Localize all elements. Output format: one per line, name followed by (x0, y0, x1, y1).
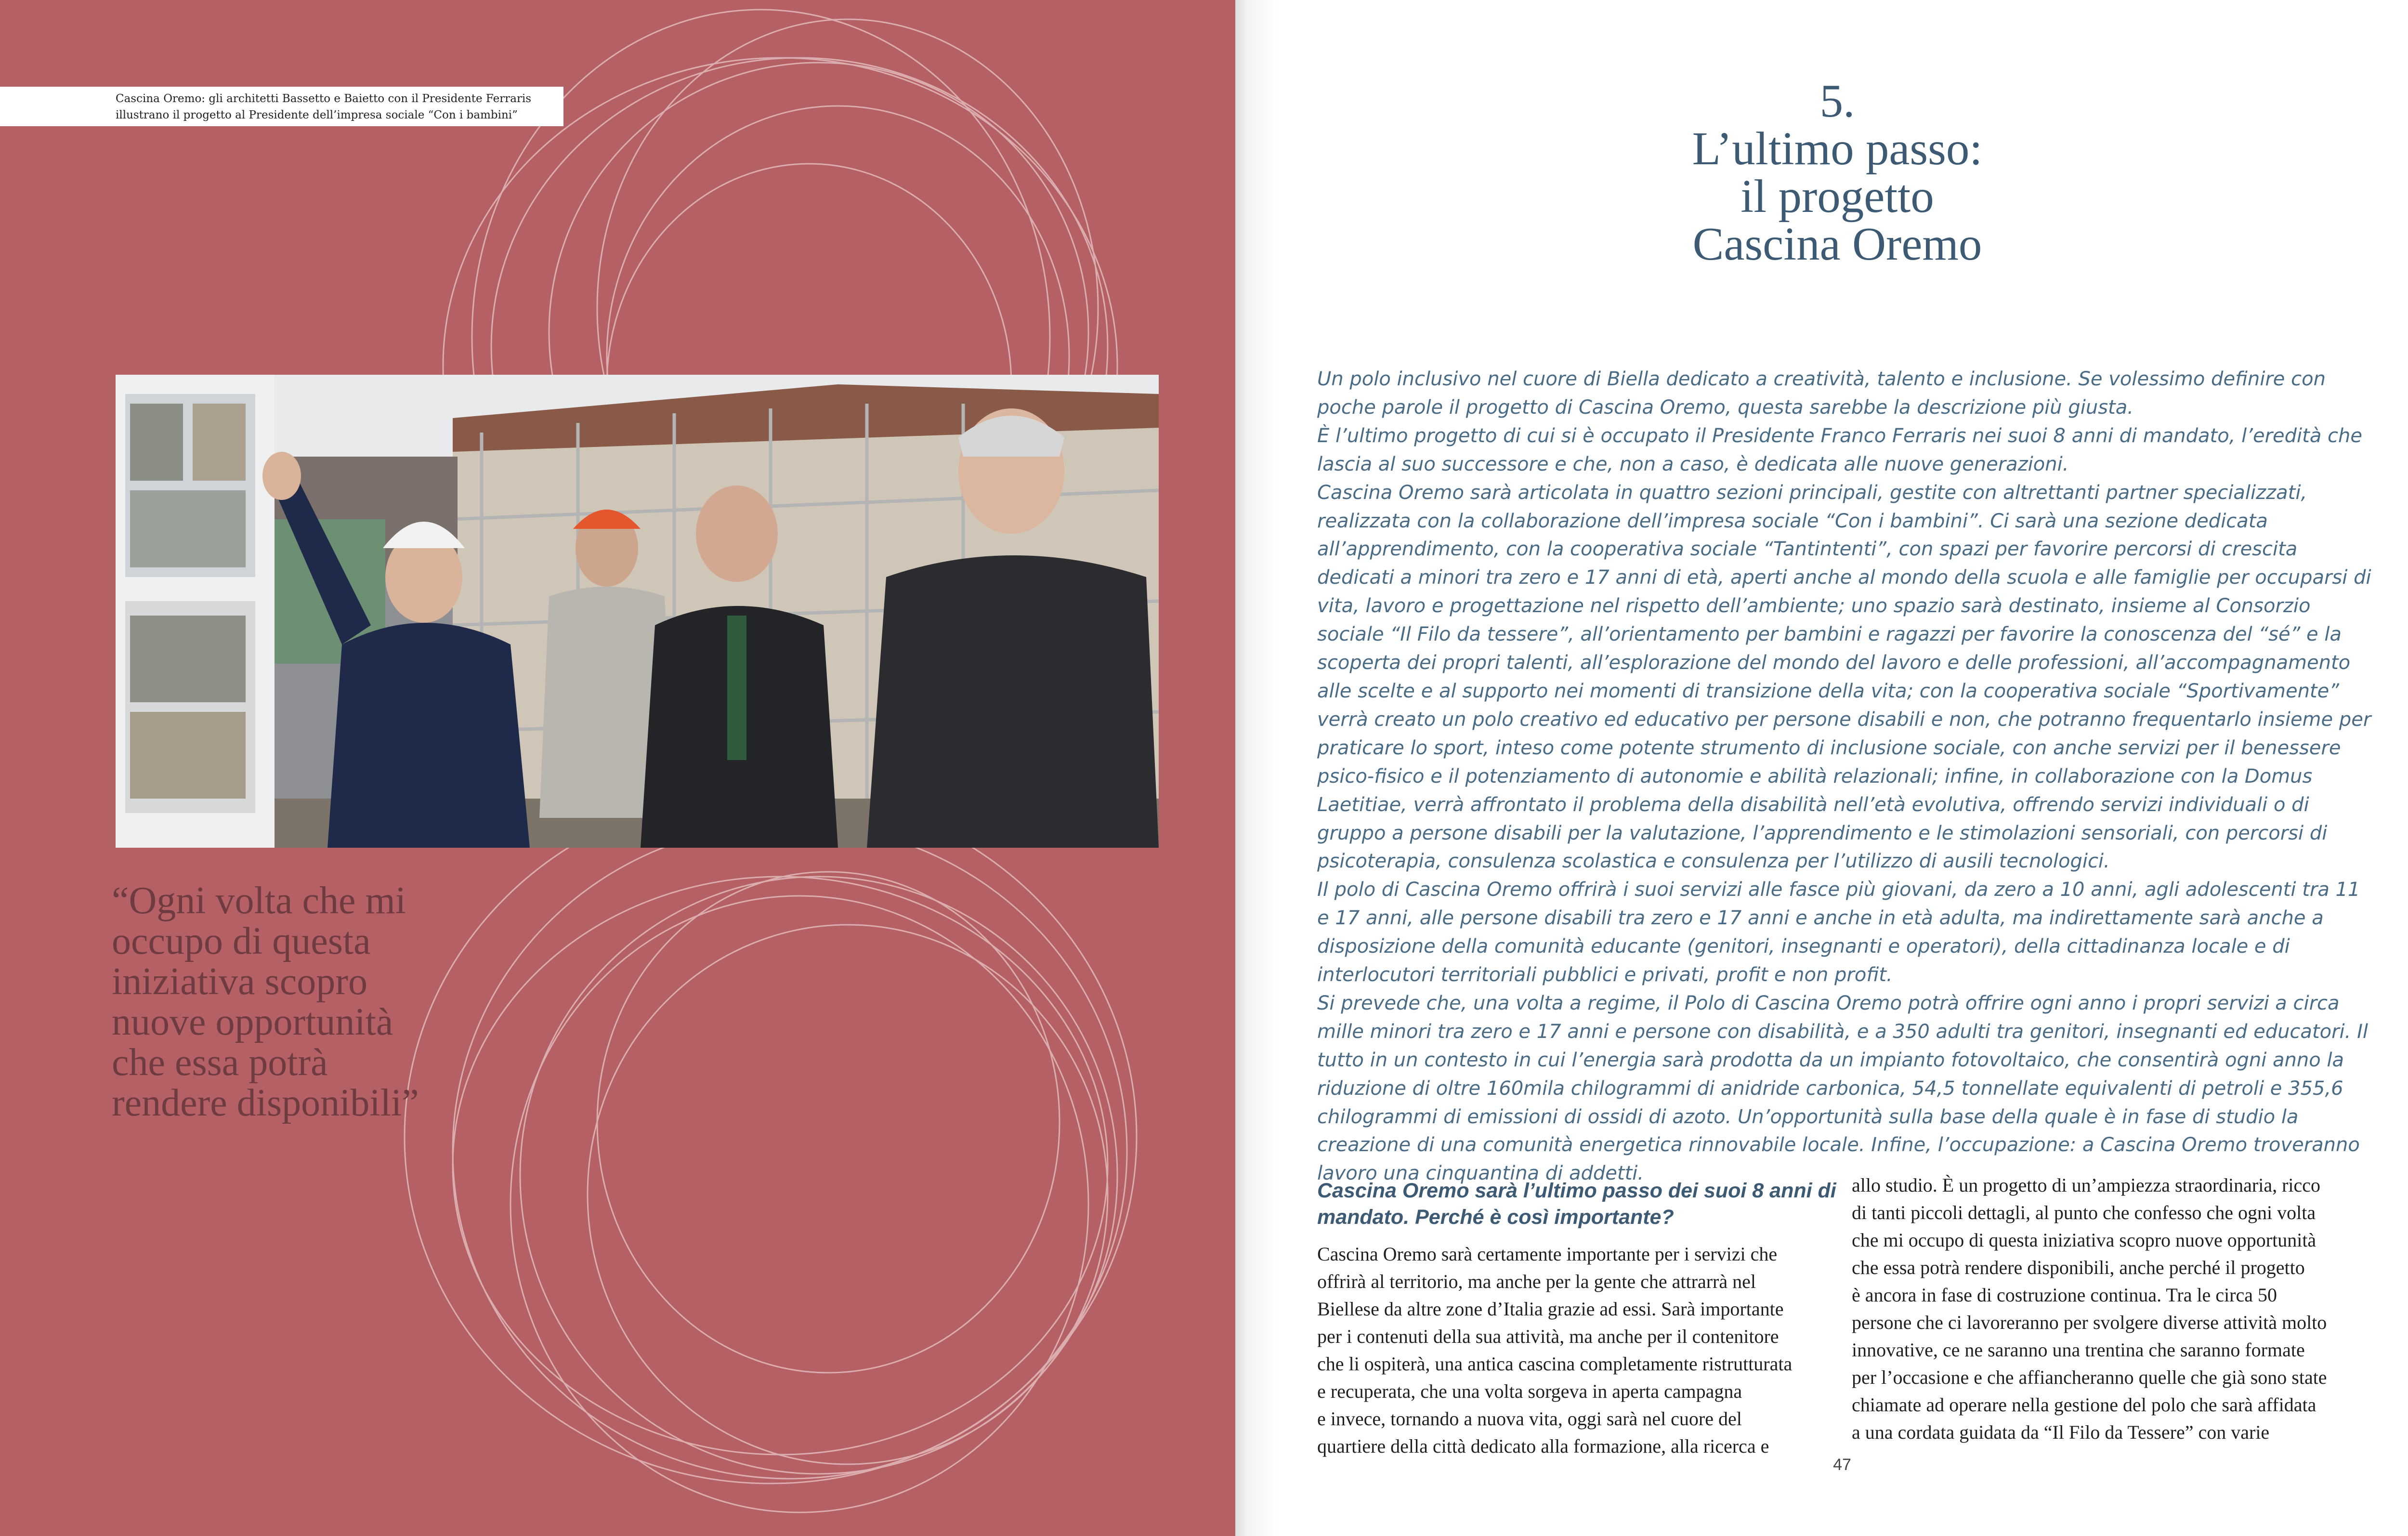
chapter-heading (1652, 77, 2023, 268)
group-photo (116, 375, 1159, 848)
chapter-title-line: Cascina Oremo (1692, 218, 1982, 270)
chapter-title-line: L’ultimo passo: (1692, 123, 1983, 174)
intro-paragraph: Si prevede che, una volta a regime, il Polo di Cascina Oremo potrà offrire ogni anno i propri servizi a circa mille minori tra zero e 17 anni e persone con disabilità, e a 350 adulti tra genitori, insegnanti ed educatori. Il tutto in un contesto in cui l’energia sarà prodotta da un impianto fotovoltaico, che consentirà ogni anno la riduzione di oltre 160mila chilogrammi di anidride carbonica, 54,5 tonnellate equivalenti di petroli e 355,6 chilogrammi di emissioni di ossidi di azoto. Un’opportunità sulla base della quale è in fase di studio la creazione di una comunità energetica rinnovabile locale. Infine, l’occupazione: a Cascina Oremo troveranno lavoro una cinquantina di addetti. (1317, 992, 2368, 1185)
pull-quote (112, 880, 478, 1123)
question-line: Cascina Oremo sarà l’ultimo passo dei suoi 8 anni di (1317, 1179, 1836, 1202)
answer-line: a una cordata guidata da “Il Filo da Tessere” con varie (1852, 1421, 2270, 1443)
chapter-title-line: il progetto (1741, 171, 1934, 222)
answer-line: innovative, ce ne saranno una trentina che saranno formate (1852, 1339, 2305, 1361)
answer-line: Biellese da altre zone d’Italia grazie ad essi. Sarà importante (1317, 1298, 1784, 1320)
answer-line: è ancora in fase di costruzione continua. Tra le circa 50 (1852, 1284, 2277, 1306)
quote-line: occupo di questa (112, 920, 371, 962)
answer-line: che essa potrà rendere disponibili, anche perché il progetto (1852, 1257, 2305, 1278)
answer-column-2 (1852, 1171, 2391, 1446)
intro-paragraph: Il polo di Cascina Oremo offrirà i suoi servizi alle fasce più giovani, da zero a 10 anni, agli adolescenti tra 11 e 17 anni, alle persone disabili tra zero e 17 anni e anche in età adulta, ma indirettamente sarà anche a disposizione della comunità educante (genitori, insegnanti e operatori), della cittadinanza locale e di interlocutori territoriali pubblici e privati, profit e non profit. (1317, 879, 2360, 986)
intro-paragraph: Un polo inclusivo nel cuore di Biella dedicato a creatività, talento e inclusione. Se volessimo definire con poche parole il progetto di Cascina Oremo, questa sarebbe la descrizione più giusta. (1317, 368, 2326, 419)
answer-line: di tanti piccoli dettagli, al punto che confesso che ogni volta (1852, 1202, 2316, 1223)
answer-line: chiamate ad operare nella gestione del polo che sarà affidata (1852, 1394, 2316, 1416)
caption-line: Cascina Oremo: gli architetti Bassetto e Baietto con il Presidente Ferraris (116, 92, 532, 105)
answer-line: per l’occasione e che affiancheranno quelle che già sono state (1852, 1366, 2327, 1388)
answer-line: e recuperata, che una volta sorgeva in aperta campagna (1317, 1380, 1742, 1402)
page-number: 47 (1833, 1456, 1851, 1474)
question-line: mandato. Perché è così importante? (1317, 1206, 1674, 1229)
quote-line: che essa potrà (112, 1041, 328, 1084)
chapter-number: 5. (1819, 75, 1855, 127)
caption-line: illustrano il progetto al Presidente dell’impresa sociale “Con i bambini” (116, 109, 518, 121)
quote-line: rendere disponibili” (112, 1082, 419, 1124)
answer-line: quartiere della città dedicato alla formazione, alla ricerca e (1317, 1435, 1769, 1457)
intro-text (1317, 365, 2377, 1188)
quote-line: iniziativa scopro (112, 960, 367, 1003)
answer-line: per i contenuti della sua attività, ma anche per il contenitore (1317, 1326, 1779, 1347)
interview-question (1317, 1178, 1857, 1231)
answer-line: che mi occupo di questa iniziativa scopro nuove opportunità (1852, 1229, 2316, 1251)
answer-column-1 (1317, 1240, 1857, 1460)
answer-line: persone che ci lavoreranno per svolgere diverse attività molto (1852, 1312, 2327, 1333)
photo-caption (0, 87, 563, 126)
answer-line: e invece, tornando a nuova vita, oggi sarà nel cuore del (1317, 1408, 1742, 1430)
answer-line: Cascina Oremo sarà certamente importante per i servizi che (1317, 1243, 1778, 1265)
quote-line: nuove opportunità (112, 1001, 393, 1043)
quote-line: “Ogni volta che mi (112, 880, 406, 922)
answer-line: allo studio. È un progetto di un’ampiezza straordinaria, ricco (1852, 1174, 2321, 1196)
answer-line: che li ospiterà, una antica cascina completamente ristrutturata (1317, 1353, 1793, 1375)
intro-paragraph: È l’ultimo progetto di cui si è occupato il Presidente Franco Ferraris nei suoi 8 anni di mandato, l’eredità che lascia al suo successore e che, non a caso, è dedicata alle nuove generazioni. (1317, 424, 2362, 475)
intro-paragraph: Cascina Oremo sarà articolata in quattro sezioni principali, gestite con altrettanti partner specializzati, realizzata con la collaborazione dell’impresa sociale “Con i bambini”. Ci sarà una sezione dedicata all’apprendimento, con la cooperativa sociale “Tantintenti”, con spazi per favorire percorsi di crescita dedicati a minori tra zero e 17 anni di età, aperti anche al mondo della scuola e alle famiglie per occuparsi di vita, lavoro e progettazione nel rispetto dell’ambiente; uno spazio sarà destinato, insieme al Consorzio sociale “Il Filo da tessere”, all’orientamento per bambini e ragazzi per favorire la conoscenza del “sé” e la scoperta dei propri talenti, all’esplorazione del mondo del lavoro e delle professioni, all’accompagnamento alle scelte e al supporto nei momenti di transizione della vita; con la cooperativa sociale “Sportivamente” verrà creato un polo creativo ed educativo per persone disabili e non, che potranno frequentarlo insieme per praticare lo sport, inteso come potente strumento di inclusione sociale, con anche servizi per il benessere psico-fisico e il potenziamento di autonomie e abilità relazionali; infine, in collaborazione con la Domus Laetitiae, verrà affrontato il problema della disabilità nell’età evolutiva, offrendo servizi individuali o di gruppo a persone disabili per la valutazione, l’apprendimento e le stimolazioni sensoriali, con percorsi di psicoterapia, consulenza scolastica e consulenza per l’utilizzo di ausili tecnologici. (1317, 481, 2371, 873)
answer-line: offrirà al territorio, ma anche per la gente che attrarrà nel (1317, 1271, 1756, 1292)
